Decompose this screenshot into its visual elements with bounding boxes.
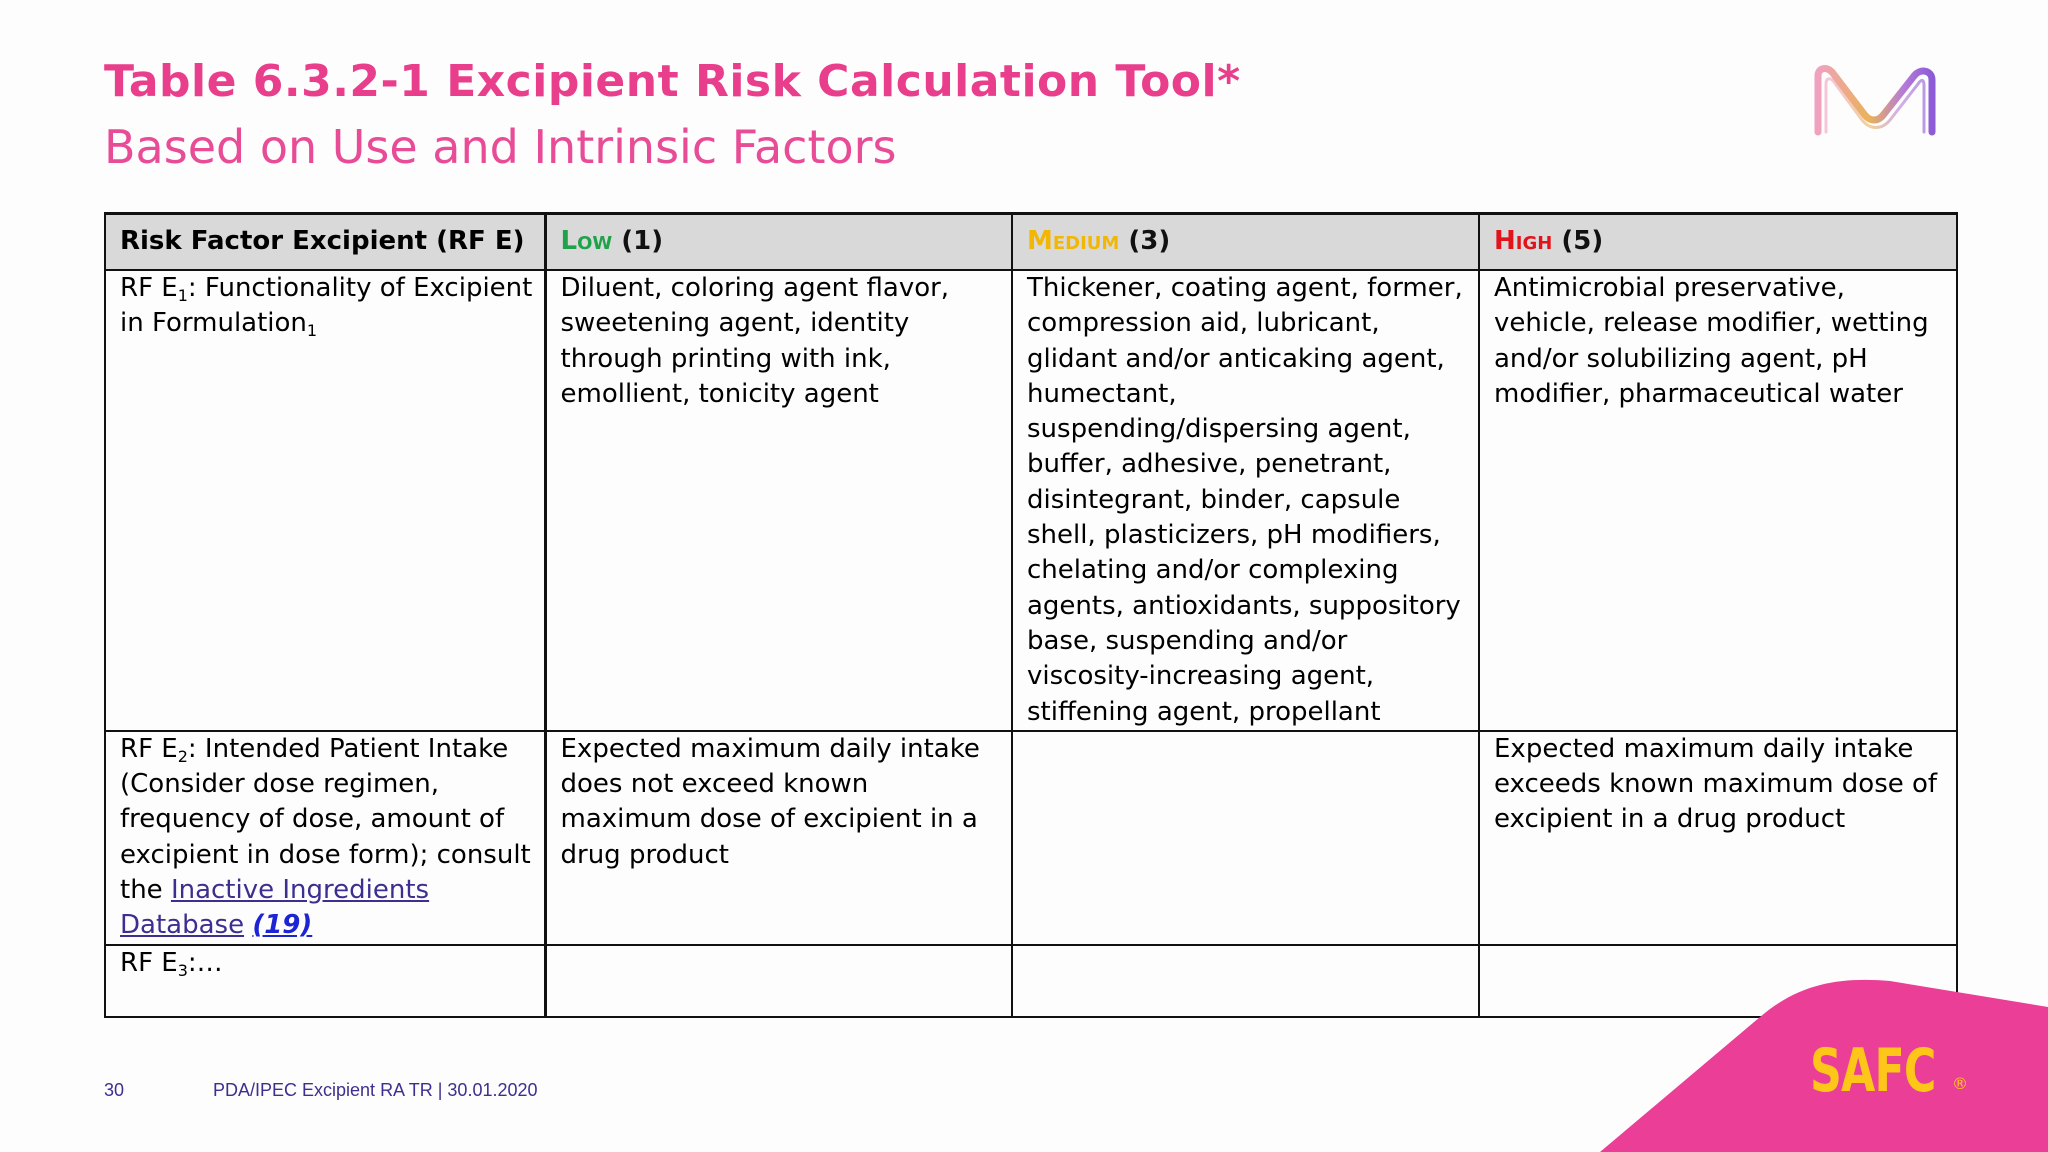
slide-subtitle: Based on Use and Intrinsic Factors bbox=[104, 120, 897, 174]
table-row bbox=[105, 270, 1957, 731]
factor-prefix: RF E bbox=[120, 947, 178, 978]
factor-cell bbox=[105, 270, 545, 731]
header-medium bbox=[1012, 214, 1479, 271]
header-high bbox=[1479, 214, 1957, 271]
factor-prefix: RF E bbox=[120, 273, 178, 303]
risk-table bbox=[104, 212, 1958, 1018]
low-cell: Expected maximum daily intake does not exceed known maximum dose of excipient in a drug product bbox=[545, 731, 1012, 945]
factor-cell bbox=[105, 731, 545, 945]
medium-level-label: Medium bbox=[1027, 226, 1120, 257]
low-cell: Diluent, coloring agent flavor, sweetening agent, identity through printing with ink, emollient, tonicity agent bbox=[545, 270, 1012, 731]
table-row bbox=[105, 731, 1957, 945]
m-logo-icon bbox=[1812, 62, 1944, 138]
reference-19-link[interactable]: (19) bbox=[252, 910, 313, 941]
low-cell bbox=[545, 945, 1012, 1017]
factor-text: : Functionality of Excipient in Formulation bbox=[120, 273, 533, 339]
factor-subscript: 2 bbox=[177, 746, 188, 766]
header-risk-factor: Risk Factor Excipient (RF E) bbox=[105, 214, 545, 271]
low-level-label: Low bbox=[560, 226, 613, 257]
slide-title: Table 6.3.2-1 Excipient Risk Calculation Tool* bbox=[104, 56, 1241, 107]
factor-text: : Intended Patient Intake (Consider dose regimen, frequency of dose, amount of excipient in dose form); consult the bbox=[120, 733, 531, 906]
high-score: (5) bbox=[1552, 226, 1604, 257]
medium-cell bbox=[1012, 945, 1479, 1017]
low-score: (1) bbox=[612, 226, 664, 257]
medium-score: (3) bbox=[1119, 226, 1171, 257]
footer-text: PDA/IPEC Excipient RA TR | 30.01.2020 bbox=[213, 1080, 538, 1100]
factor-subscript: 1 bbox=[177, 286, 188, 305]
medium-cell: Thickener, coating agent, former, compression aid, lubricant, glidant and/or anticaking agent, humectant, suspending/dispersing agent, buffer, adhesive, penetrant, disintegrant, binder, capsule shell, plasticizers, pH modifiers, chelating and/or complexing agents, antioxidants, suppository base, suspending and/or viscosity-increasing agent, stiffening agent, propellant bbox=[1012, 270, 1479, 731]
registered-mark: ® bbox=[1952, 1074, 1968, 1093]
high-level-label: High bbox=[1494, 226, 1553, 257]
table-header-row bbox=[105, 214, 1957, 271]
safc-brand: SAFC bbox=[1810, 1036, 1936, 1106]
inactive-ingredients-database-link[interactable]: Inactive Ingredients Database bbox=[120, 875, 430, 941]
factor-cell bbox=[105, 945, 545, 1017]
factor-text: :… bbox=[187, 947, 223, 978]
medium-cell bbox=[1012, 731, 1479, 945]
page-number: 30 bbox=[104, 1080, 125, 1100]
high-cell: Expected maximum daily intake exceeds known maximum dose of excipient in a drug product bbox=[1479, 731, 1957, 945]
factor-subscript-footnote: 1 bbox=[306, 321, 318, 341]
high-cell: Antimicrobial preservative, vehicle, release modifier, wetting and/or solubilizing agent, pH modifier, pharmaceutical water bbox=[1479, 270, 1957, 731]
header-low bbox=[545, 214, 1012, 271]
factor-prefix: RF E bbox=[120, 733, 178, 764]
factor-subscript: 3 bbox=[177, 960, 188, 980]
